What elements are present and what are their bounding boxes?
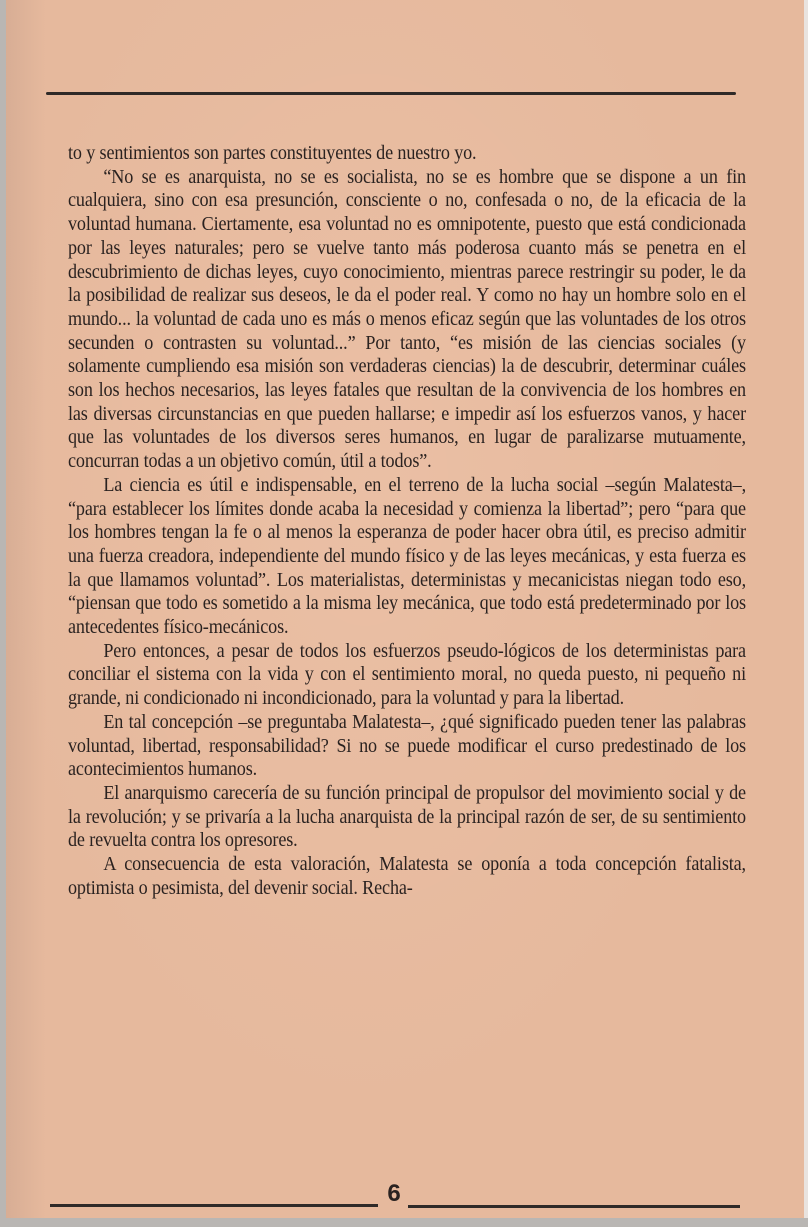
paragraph: “No se es anarquista, no se es socialista, no se es hombre que se dispone a un fin cualquiera, sino con esa presunción, consciente o no, confesada o no, de la eficacia de la voluntad humana. Ciertamente, esa voluntad no es omnipotente, puesto que está condicionada por las leyes naturales; pero se vuelve tanto más poderosa cuanto más se penetra en el descubrimiento de dichas leyes, cuyo conocimiento, mientras parece restringir su poder, le da la posibilidad de realizar sus deseos, le da el poder real. Y como no hay un hombre solo en el mundo... la voluntad de cada uno es más o menos eficaz según que las voluntades de los otros secunden o contrasten su voluntad...” Por tanto, “es misión de las ciencias sociales (y solamente cumpliendo esa misión son verdaderas ciencias) la de descubrir, determinar cuáles son los hechos necesarios, las leyes fatales que resultan de la convivencia de los hombres en las diversas circunstancias en que pueden hallarse; e impedir así los esfuerzos vanos, y hacer que las voluntades de los diversos seres humanos, en lugar de paralizarse mutuamente, concurran todas a un objetivo común, útil a todos”. [68, 166, 746, 473]
footer-rule-left [50, 1204, 378, 1207]
page-edge [804, 0, 808, 1218]
paragraph: to y sentimientos son partes constituyentes de nuestro yo. [68, 143, 477, 164]
header-rule [46, 92, 736, 95]
page-footer [50, 1180, 740, 1210]
footer-rule-right [408, 1205, 740, 1208]
paragraph: La ciencia es útil e indispensable, en el terreno de la lucha social –según Malatesta–, “para establecer los límites donde acaba la necesidad y comienza la libertad”; pero “para que los hombres tengan la fe o al menos la esperanza de poder hacer obra útil, es preciso admitir una fuerza creadora, independiente del mundo físico y de las leyes mecánicas, y esta fuerza es la que llamamos voluntad”. Los materialistas, deterministas y mecanicistas niegan todo eso, “piensan que todo es sometido a la misma ley mecánica, que todo está predeterminado por los antecedentes físico-mecánicos. [68, 474, 746, 639]
paragraph: El anarquismo carecería de su función principal de propulsor del movimiento social y de la revolución; y se privaría a la lucha anarquista de la principal razón de ser, de su sentimiento de revuelta contra los opresores. [68, 782, 746, 852]
paragraph: En tal concepción –se preguntaba Malatesta–, ¿qué significado pueden tener las palabras voluntad, libertad, responsabilidad? Si no se puede modificar el curso predestinado de los acontecimientos humanos. [68, 711, 746, 781]
book-page [6, 0, 804, 1218]
paragraph: Pero entonces, a pesar de todos los esfuerzos pseudo-lógicos de los deterministas para conciliar el sistema con la vida y con el sentimiento moral, no queda puesto, ni pequeño ni grande, ni condicionado ni incondicionado, para la voluntad y para la libertad. [68, 640, 746, 710]
page-number: 6 [387, 1180, 401, 1207]
body-text [68, 142, 746, 901]
paragraph: A consecuencia de esta valoración, Malatesta se oponía a toda concepción fatalista, optimista o pesimista, del devenir social. Recha- [68, 854, 746, 899]
